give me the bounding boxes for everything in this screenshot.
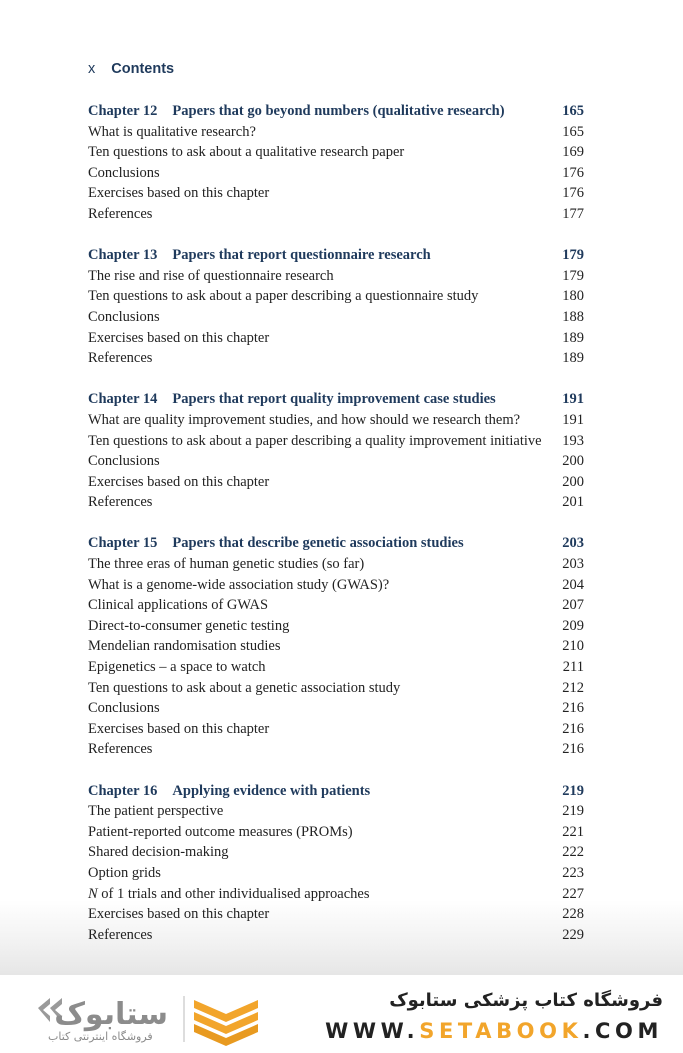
toc-entry-page-number: 219 — [562, 803, 584, 820]
shop-name: فروشگاه کتاب پزشکی ستابوک — [389, 990, 663, 1011]
toc-entry[interactable] — [88, 863, 584, 884]
chapter-number: Chapter 16 — [88, 782, 158, 799]
toc-entry-label: Direct-to-consumer genetic testing — [88, 617, 290, 634]
toc-entry-page-number: 223 — [562, 864, 584, 881]
toc-entry-page-number: 193 — [562, 432, 584, 449]
chapter-heading[interactable] — [88, 781, 584, 802]
toc-entry-page-number: 216 — [562, 741, 584, 758]
toc-entry-label: What is qualitative research? — [88, 123, 256, 140]
page-folio: x — [88, 61, 96, 77]
chapter-title-text: Applying evidence with patients — [172, 782, 371, 799]
toc-entry[interactable] — [88, 719, 584, 740]
toc-entry-page-number: 216 — [562, 700, 584, 717]
toc-entry-label: Clinical applications of GWAS — [88, 597, 269, 614]
chapter-title — [88, 781, 370, 802]
book-stack-icon — [190, 994, 262, 1046]
chapter-page-number: 219 — [562, 782, 584, 799]
toc-entry[interactable] — [88, 348, 584, 369]
toc-entry-label: References — [88, 494, 153, 511]
toc-entry-page-number: 201 — [562, 494, 584, 511]
url-suffix: .COM — [582, 1019, 663, 1043]
toc-entry-page-number: 179 — [562, 267, 584, 284]
logo-wordmark: ستابوک — [54, 997, 168, 1032]
toc-entry-label: The patient perspective — [88, 803, 224, 820]
chapter-block — [88, 245, 584, 369]
chapter-number: Chapter 13 — [88, 247, 158, 264]
shop-url[interactable] — [325, 1019, 663, 1043]
toc-entry-label: Ten questions to ask about a genetic association study — [88, 679, 401, 696]
chapter-block — [88, 389, 584, 513]
toc-entry[interactable] — [88, 595, 584, 616]
toc-entry-italic-prefix: N — [88, 885, 98, 902]
chapter-page-number: 165 — [562, 103, 584, 119]
chapter-title — [88, 101, 505, 122]
toc-entry-page-number: 176 — [562, 185, 584, 202]
chapter-heading[interactable] — [88, 245, 584, 266]
toc-entry-label: Exercises based on this chapter — [88, 329, 270, 346]
logo-tagline: فروشگاه اینترنتی کتاب — [48, 1030, 153, 1043]
toc-entry[interactable] — [88, 678, 584, 699]
toc-entry[interactable] — [88, 739, 584, 760]
running-head — [88, 61, 174, 77]
chapter-title-text: Papers that report quality improvement case studies — [172, 391, 496, 408]
url-prefix: WWW. — [325, 1019, 420, 1043]
toc-entry[interactable] — [88, 575, 584, 596]
chapter-block — [88, 781, 584, 946]
toc-entry[interactable] — [88, 451, 584, 472]
toc-entry-label: References — [88, 350, 153, 367]
toc-entry-page-number: 165 — [562, 123, 584, 140]
chapter-number: Chapter 14 — [88, 391, 158, 408]
chapter-heading[interactable] — [88, 101, 584, 122]
chapter-page-number: 179 — [562, 247, 584, 264]
toc-entry-page-number: 212 — [562, 679, 584, 696]
toc-entry-label: What are quality improvement studies, and how should we research them? — [88, 411, 521, 428]
toc-entry-page-number: 228 — [562, 906, 584, 923]
toc-entry-label: The rise and rise of questionnaire research — [88, 267, 334, 284]
chapter-title — [88, 245, 431, 266]
toc-entry[interactable] — [88, 431, 584, 452]
chapter-heading[interactable] — [88, 533, 584, 554]
chapter-title — [88, 389, 496, 410]
toc-entry-page-number: 191 — [562, 411, 584, 428]
toc-entry-page-number: 180 — [562, 288, 584, 305]
toc-entry[interactable] — [88, 142, 584, 163]
toc-entry-label: Mendelian randomisation studies — [88, 638, 281, 655]
toc-entry[interactable] — [88, 636, 584, 657]
toc-entry-page-number: 222 — [562, 844, 584, 861]
toc-entry-label: What is a genome-wide association study (GWAS)? — [88, 576, 390, 593]
toc-entry-page-number: 169 — [562, 144, 584, 161]
toc-entry-page-number: 189 — [562, 350, 584, 367]
page-title: Contents — [111, 61, 175, 77]
toc-entry-label: References — [88, 741, 153, 758]
toc-entry[interactable] — [88, 328, 584, 349]
chapter-title-text: Papers that go beyond numbers (qualitative research) — [172, 103, 505, 119]
toc-entry-label: Conclusions — [88, 700, 160, 717]
toc-entry[interactable] — [88, 472, 584, 493]
toc-entry-page-number: 221 — [562, 823, 584, 840]
chapter-title — [88, 533, 464, 554]
toc-entry-page-number: 177 — [562, 205, 584, 222]
toc-entry-page-number: 200 — [562, 453, 584, 470]
toc-entry[interactable] — [88, 183, 584, 204]
toc-entry-page-number: 207 — [562, 597, 584, 614]
toc-entry[interactable] — [88, 410, 584, 431]
toc-entry-label: The three eras of human genetic studies (so far) — [88, 556, 365, 573]
toc-entry[interactable] — [88, 884, 584, 905]
toc-entry-label: Ten questions to ask about a paper describing a questionnaire study — [88, 288, 479, 305]
toc-entry-page-number: 176 — [562, 164, 584, 181]
toc-entry-page-number: 200 — [562, 473, 584, 490]
toc-entry-page-number: 229 — [562, 926, 584, 943]
url-brand: SETABOOK — [419, 1019, 583, 1043]
toc-entry[interactable] — [88, 307, 584, 328]
toc-entry-label: Exercises based on this chapter — [88, 906, 270, 923]
toc-entry-label: Conclusions — [88, 164, 160, 181]
chapter-heading[interactable] — [88, 389, 584, 410]
logo-divider — [183, 996, 185, 1042]
toc-entry-page-number: 203 — [562, 556, 584, 573]
toc-entry-label: N of 1 trials and other individualised approaches — [88, 885, 370, 902]
table-of-contents — [88, 101, 584, 966]
toc-entry[interactable] — [88, 904, 584, 925]
chapter-title-text: Papers that describe genetic association studies — [172, 535, 464, 552]
toc-entry[interactable] — [88, 925, 584, 946]
toc-entry-label: Ten questions to ask about a qualitative research paper — [88, 144, 405, 161]
toc-entry-label: References — [88, 926, 153, 943]
toc-entry-page-number: 209 — [562, 617, 584, 634]
toc-entry-label: Conclusions — [88, 453, 160, 470]
toc-entry-page-number: 188 — [562, 308, 584, 325]
toc-entry-label: Shared decision-making — [88, 844, 229, 861]
toc-entry[interactable] — [88, 842, 584, 863]
toc-entry[interactable] — [88, 822, 584, 843]
toc-entry[interactable] — [88, 616, 584, 637]
toc-entry-label: Ten questions to ask about a paper describing a quality improvement initiative — [88, 432, 542, 449]
chapter-block — [88, 533, 584, 760]
chapter-title-text: Papers that report questionnaire research — [172, 247, 431, 264]
toc-entry[interactable] — [88, 698, 584, 719]
toc-entry-label: Exercises based on this chapter — [88, 473, 270, 490]
toc-entry-label: References — [88, 205, 153, 222]
chapter-page-number: 191 — [562, 391, 584, 408]
toc-entry[interactable] — [88, 657, 584, 678]
toc-entry-label: Patient-reported outcome measures (PROMs) — [88, 823, 353, 840]
toc-entry[interactable] — [88, 204, 584, 225]
toc-entry[interactable] — [88, 492, 584, 513]
toc-entry-label: Epigenetics – a space to watch — [88, 659, 266, 676]
chapter-page-number: 203 — [562, 535, 584, 552]
toc-entry[interactable] — [88, 122, 584, 143]
toc-entry-label: Option grids — [88, 864, 161, 881]
toc-entry[interactable] — [88, 554, 584, 575]
toc-entry[interactable] — [88, 266, 584, 287]
toc-entry[interactable] — [88, 163, 584, 184]
chapter-number: Chapter 12 — [88, 103, 158, 119]
chapter-number: Chapter 15 — [88, 535, 158, 552]
toc-entry-label: Conclusions — [88, 308, 160, 325]
toc-entry-page-number: 204 — [562, 576, 584, 593]
toc-entry-page-number: 211 — [562, 659, 584, 676]
toc-entry-page-number: 189 — [562, 329, 584, 346]
toc-entry[interactable] — [88, 286, 584, 307]
toc-entry-page-number: 216 — [562, 720, 584, 737]
toc-entry[interactable] — [88, 801, 584, 822]
toc-entry-page-number: 210 — [562, 638, 584, 655]
toc-entry-page-number: 227 — [562, 885, 584, 902]
toc-entry-label: Exercises based on this chapter — [88, 720, 270, 737]
chapter-block — [88, 101, 584, 225]
toc-entry-label: Exercises based on this chapter — [88, 185, 270, 202]
